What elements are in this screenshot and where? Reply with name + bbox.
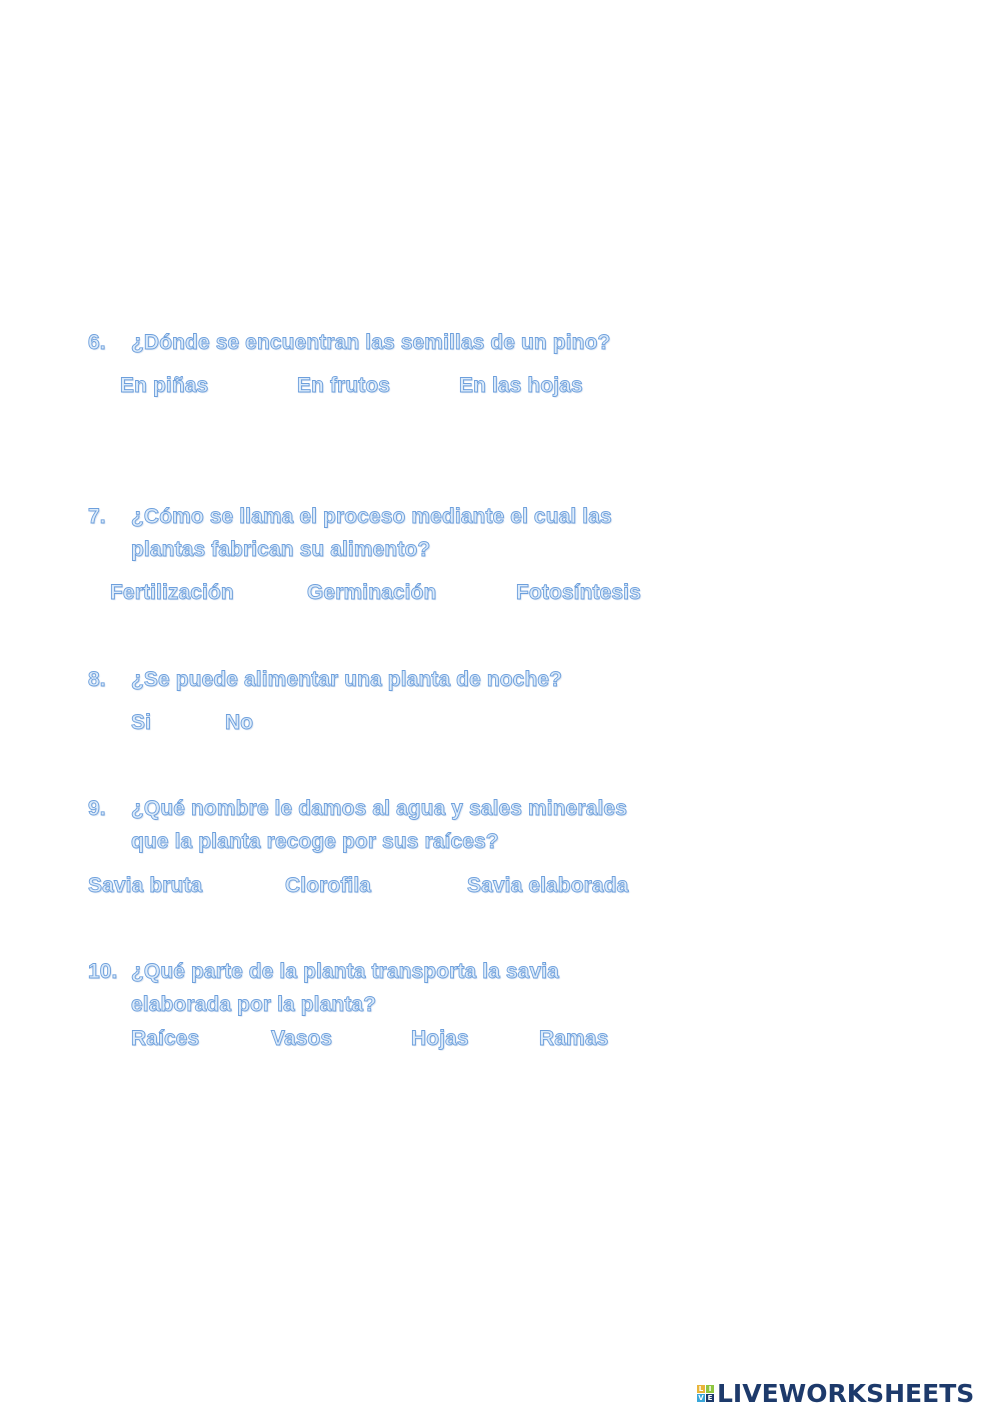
question-7-text-line-2: plantas fabrican su alimento? xyxy=(131,538,431,561)
question-10-option-4[interactable]: Ramas xyxy=(539,1027,609,1050)
logo-mark-cell: E xyxy=(707,1393,713,1402)
question-7-number: 7. xyxy=(88,505,106,528)
question-8-option-1[interactable]: Si xyxy=(131,711,152,734)
logo-mark-cell: I xyxy=(706,1385,714,1393)
liveworksheets-logo xyxy=(697,1378,974,1408)
question-6-text: ¿Dónde se encuentran las semillas de un pino? xyxy=(131,331,611,354)
question-9-option-3[interactable]: Savia elaborada xyxy=(467,874,629,897)
question-10-option-2[interactable]: Vasos xyxy=(271,1027,333,1050)
question-10-option-1[interactable]: Raíces xyxy=(131,1027,200,1050)
question-10-number: 10. xyxy=(88,960,118,983)
question-6-option-2[interactable]: En frutos xyxy=(297,374,391,397)
logo-mark-cell: L xyxy=(698,1384,704,1393)
question-10-text-line-1: ¿Qué parte de la planta transporta la savia xyxy=(131,960,559,983)
logo-text: LIVEWORKSHEETS xyxy=(717,1378,975,1408)
question-7-text-line-1: ¿Cómo se llama el proceso mediante el cual las xyxy=(131,505,612,528)
question-9-text-line-2: que la planta recoge por sus raíces? xyxy=(131,830,499,853)
question-8-option-2[interactable]: No xyxy=(225,711,254,734)
question-6-option-3[interactable]: En las hojas xyxy=(459,374,583,397)
logo-mark-cell: V xyxy=(698,1393,704,1402)
question-9-option-2[interactable]: Clorofila xyxy=(285,874,372,897)
question-7-option-2[interactable]: Germinación xyxy=(307,581,437,604)
question-7-option-3[interactable]: Fotosíntesis xyxy=(516,581,641,604)
question-9-option-1[interactable]: Savia bruta xyxy=(88,874,203,897)
question-6-number: 6. xyxy=(88,331,106,354)
question-9-number: 9. xyxy=(88,797,106,820)
question-9-text-line-1: ¿Qué nombre le damos al agua y sales minerales xyxy=(131,797,627,820)
question-10-text-line-2: elaborada por la planta? xyxy=(131,993,377,1016)
question-10-option-3[interactable]: Hojas xyxy=(411,1027,469,1050)
question-6-option-1[interactable]: En piñas xyxy=(120,374,209,397)
logo-mark-icon xyxy=(697,1385,714,1402)
question-8-number: 8. xyxy=(88,668,106,691)
question-7-option-1[interactable]: Fertilización xyxy=(110,581,234,604)
question-8-text: ¿Se puede alimentar una planta de noche? xyxy=(131,668,563,691)
